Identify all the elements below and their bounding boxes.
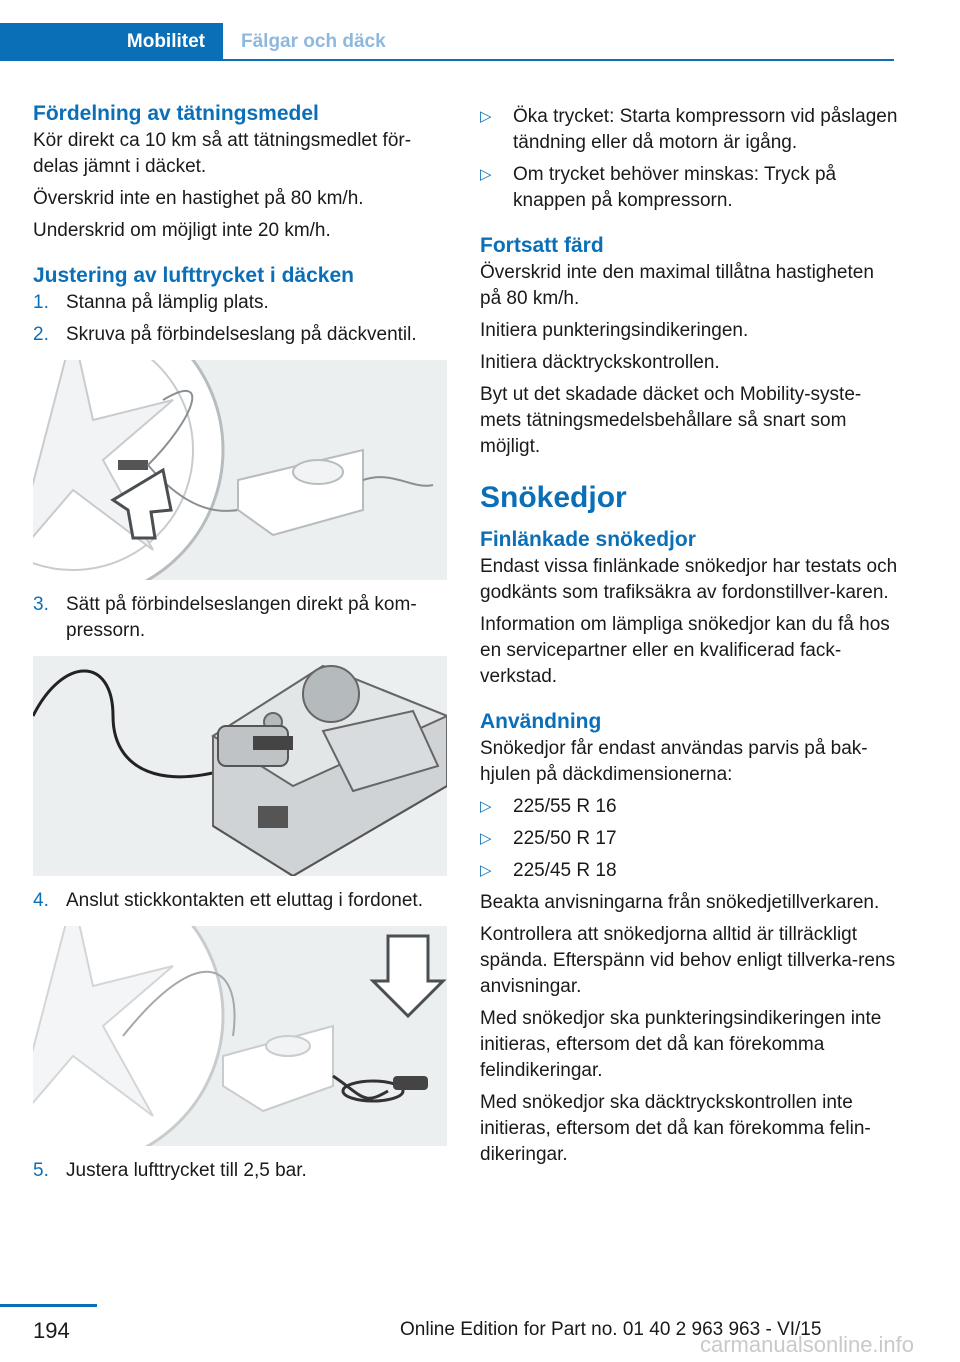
step-text: Skruva på förbindelseslang på däckventil. [66, 324, 417, 345]
paragraph: Med snökedjor ska däcktryckskontrollen inte initieras, eftersom det då kan förekomma felin-dikeringar. [480, 1092, 871, 1165]
paragraph: Kör direkt ca 10 km så att tätningsmedlet för-delas jämnt i däcket. [33, 130, 412, 177]
paragraph: Överskrid inte en hastighet på 80 km/h. [33, 188, 364, 209]
step-number: 2. [33, 324, 49, 345]
list-item-text: 225/55 R 16 [513, 796, 617, 817]
list-item [480, 162, 900, 214]
paragraph: Endast vissa finlänkade snökedjor har testats och godkänts som trafiksäkra av fordonstillver-karen. [480, 556, 898, 603]
paragraph: Initiera däcktryckskontrollen. [480, 352, 720, 373]
step-number: 5. [33, 1160, 49, 1181]
footer-rule [0, 1304, 97, 1307]
step-text: Justera lufttrycket till 2,5 bar. [66, 1160, 307, 1181]
paragraph: Information om lämpliga snökedjor kan du få hos en servicepartner eller en kvalificerad fack-verkstad. [480, 614, 890, 687]
step-number: 1. [33, 292, 49, 313]
step-item [33, 888, 453, 914]
heading-snokedjor: Snökedjor [480, 481, 627, 514]
figure-plug-in [33, 926, 447, 1146]
watermark: carmanualsonline.info [700, 1332, 915, 1357]
bullet-triangle-icon: ▷ [480, 108, 492, 125]
step-text: Anslut stickkontakten ett eluttag i fordonet. [66, 890, 423, 911]
step-number: 4. [33, 890, 49, 911]
paragraph: Underskrid om möjligt inte 20 km/h. [33, 220, 331, 241]
heading-fortsatt-fard: Fortsatt färd [480, 234, 604, 257]
bullet-triangle-icon: ▷ [480, 166, 492, 183]
list-item-text: Öka trycket: Starta kompressorn vid påslagen tändning eller då motorn är igång. [513, 106, 898, 153]
paragraph: Snökedjor får endast användas parvis på bak-hjulen på däckdimensionerna: [480, 738, 868, 785]
tab-underline [223, 59, 894, 61]
figure-plug-in-drawing [33, 926, 447, 1146]
paragraph: Byt ut det skadade däcket och Mobility-syste-mets tätningsmedelsbehållare så snart som möjligt. [480, 384, 862, 457]
left-column [33, 100, 453, 1184]
bullet-triangle-icon: ▷ [480, 830, 492, 847]
step-text: Stanna på lämplig plats. [66, 292, 269, 313]
step-item [33, 290, 453, 316]
list-item-text: 225/45 R 18 [513, 860, 617, 881]
figure-compressor [33, 656, 447, 876]
edition-text: Online Edition for Part no. 01 40 2 963 963 - VI/15 [400, 1319, 822, 1340]
step-item [33, 322, 453, 348]
tab-falgar-och-dack[interactable]: Fälgar och däck [241, 31, 386, 52]
heading-finlankade: Finlänkade snökedjor [480, 528, 696, 551]
step-number: 3. [33, 594, 49, 615]
step-item [33, 592, 453, 644]
list-item [480, 104, 900, 156]
bullet-triangle-icon: ▷ [480, 862, 492, 879]
tab-mobilitet[interactable]: Mobilitet [0, 23, 223, 61]
list-item [480, 826, 900, 852]
list-item [480, 858, 900, 884]
figure-hose-to-valve-drawing [33, 360, 447, 580]
paragraph: Beakta anvisningarna från snökedjetillverkaren. [480, 892, 880, 913]
paragraph: Med snökedjor ska punkteringsindikeringen inte initieras, eftersom det då kan förekomma felindikeringar. [480, 1008, 882, 1081]
heading-anvandning: Användning [480, 710, 602, 733]
step-item [33, 1158, 453, 1184]
page-number: 194 [33, 1318, 70, 1343]
heading-justering: Justering av lufttrycket i däcken [33, 264, 354, 287]
header-tabbar [0, 23, 894, 61]
step-text: Sätt på förbindelseslangen direkt på kom-pressorn. [66, 594, 417, 641]
list-item-text: Om trycket behöver minskas: Tryck på knappen på kompressorn. [513, 164, 837, 211]
bullet-triangle-icon: ▷ [480, 798, 492, 815]
paragraph: Initiera punkteringsindikeringen. [480, 320, 749, 341]
heading-fordelning: Fördelning av tätningsmedel [33, 102, 319, 125]
paragraph: Överskrid inte den maximal tillåtna hastigheten på 80 km/h. [480, 262, 874, 309]
list-item-text: 225/50 R 17 [513, 828, 617, 849]
right-column [480, 104, 900, 1168]
figure-hose-to-valve [33, 360, 447, 580]
list-item [480, 794, 900, 820]
figure-compressor-drawing [33, 656, 447, 876]
paragraph: Kontrollera att snökedjorna alltid är tillräckligt spända. Efterspänn vid behov enligt tillverka-rens anvisningar. [480, 924, 896, 997]
